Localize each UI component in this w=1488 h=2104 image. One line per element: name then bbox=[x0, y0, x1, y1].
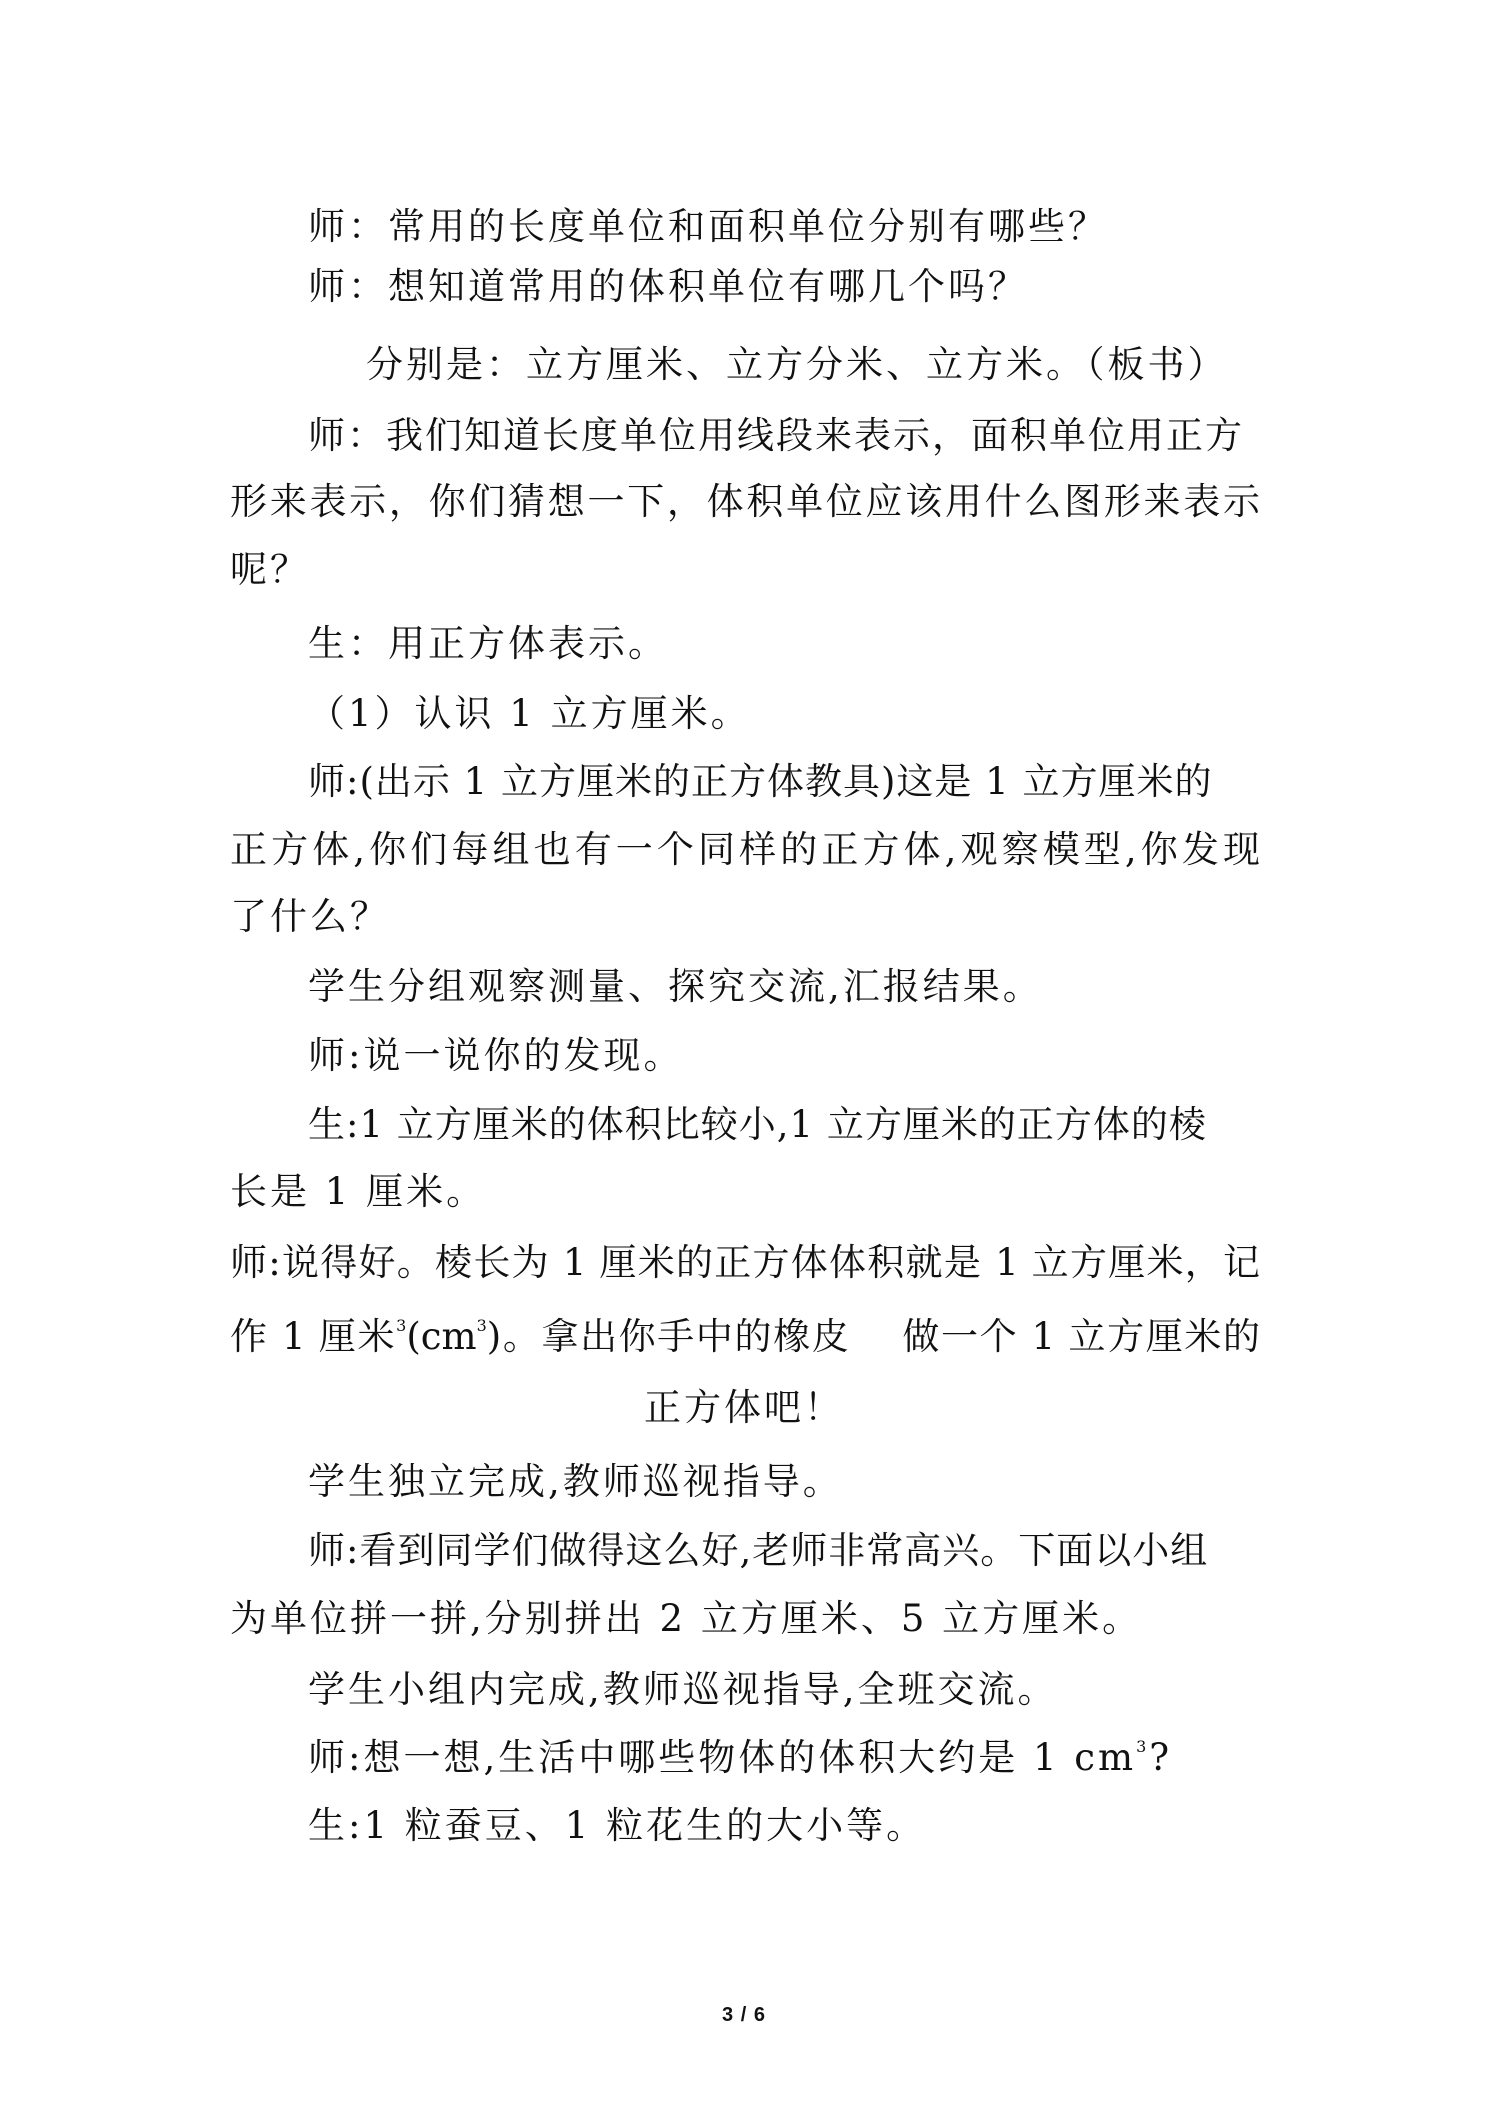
paragraph-line: 学生分组观察测量、探究交流,汇报结果。 bbox=[308, 965, 1043, 1008]
paragraph-line: 师:说一说你的发现。 bbox=[308, 1034, 684, 1077]
superscript: 3 bbox=[1136, 1737, 1150, 1756]
paragraph-line: 师：我们知道长度单位用线段来表示，面积单位用正方 bbox=[308, 414, 1244, 457]
paragraph-line: 师:(出示 1 立方厘米的正方体教具)这是 1 立方厘米的 bbox=[308, 760, 1213, 803]
paragraph-line: 学生小组内完成,教师巡视指导,全班交流。 bbox=[308, 1668, 1058, 1711]
paragraph-line bbox=[308, 1734, 1172, 1782]
paragraph-line: 生:1 粒蚕豆、1 粒花生的大小等。 bbox=[308, 1804, 927, 1847]
paragraph-line: 正方体,你们每组也有一个同样的正方体,观察模型,你发现 bbox=[230, 828, 1260, 871]
page-number: 3 / 6 bbox=[722, 2004, 766, 2026]
paragraph-line: 师:看到同学们做得这么好,老师非常高兴。下面以小组 bbox=[308, 1529, 1209, 1572]
text-run: ? bbox=[1149, 1736, 1173, 1779]
text-run: 师:想一想,生活中哪些物体的体积大约是 1 cm bbox=[308, 1736, 1137, 1779]
paragraph-line: 分别是：立方厘米、立方分米、立方米。（板书） bbox=[366, 343, 1228, 386]
paragraph-line: 生：用正方体表示。 bbox=[308, 622, 668, 665]
paragraph-line: 师:说得好。棱长为 1 厘米的正方体体积就是 1 立方厘米，记 bbox=[230, 1241, 1260, 1284]
paragraph-line bbox=[230, 1313, 1260, 1361]
paragraph-line: 了什么？ bbox=[230, 895, 390, 938]
paragraph-line: 师：常用的长度单位和面积单位分别有哪些？ bbox=[308, 205, 1108, 248]
paragraph-line: 师：想知道常用的体积单位有哪几个吗？ bbox=[308, 265, 1028, 308]
paragraph-line: 正方体吧！ bbox=[644, 1386, 844, 1429]
paragraph-line: 学生独立完成,教师巡视指导。 bbox=[308, 1460, 843, 1503]
paragraph-line: 呢？ bbox=[230, 548, 310, 591]
text-run: 作 1 厘米 bbox=[230, 1315, 397, 1358]
paragraph-line: 生:1 立方厘米的体积比较小,1 立方厘米的正方体的棱 bbox=[308, 1103, 1207, 1146]
paragraph-line: 长是 1 厘米。 bbox=[230, 1170, 487, 1213]
superscript: 3 bbox=[476, 1316, 487, 1335]
text-run: )。拿出你手中的橡皮 做一个 1 立方厘米的 bbox=[486, 1315, 1260, 1358]
section-heading: （1）认识 1 立方厘米。 bbox=[308, 692, 751, 735]
paragraph-line: 形来表示，你们猜想一下，体积单位应该用什么图形来表示 bbox=[230, 480, 1260, 523]
text-run: (cm bbox=[406, 1315, 477, 1358]
paragraph-line: 为单位拼一拼,分别拼出 2 立方厘米、5 立方厘米。 bbox=[230, 1597, 1143, 1640]
superscript: 3 bbox=[396, 1316, 407, 1335]
